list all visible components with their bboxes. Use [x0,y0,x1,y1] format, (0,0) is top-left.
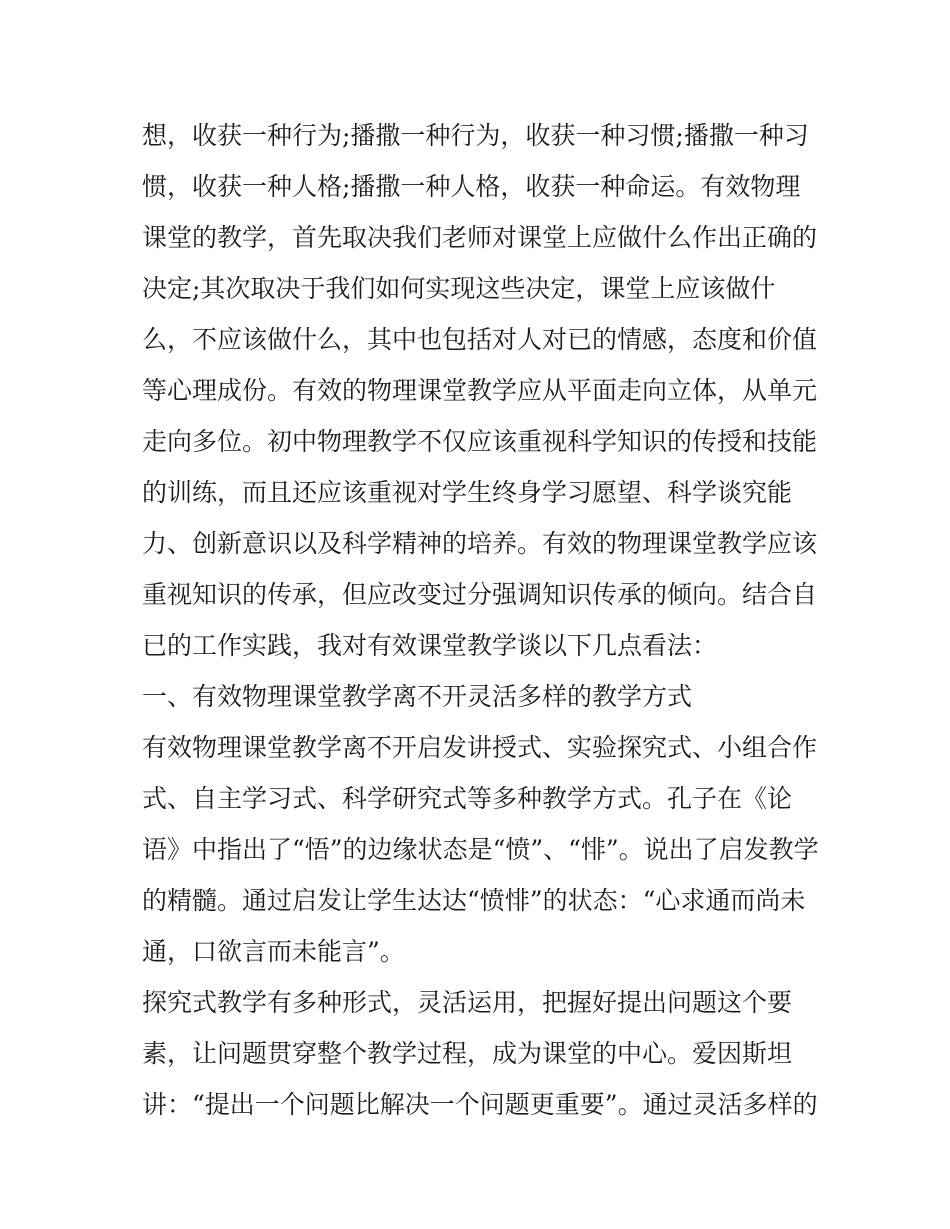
text-line: 讲：“提出一个问题比解决一个问题更重要”。通过灵活多样的 [142,1090,818,1119]
text-line: 式、自主学习式、科学研究式等多种教学方式。孔子在《论 [142,784,793,813]
text-line: 力、创新意识以及科学精神的培养。有效的物理课堂教学应该 [142,529,818,558]
text-line: 课堂的教学，首先取决我们老师对课堂上应做什么作出正确的 [142,223,818,252]
text-line: 的精髓。通过启发让学生达达“愤悱”的状态：“心求通而尚未 [142,886,806,915]
text-line: 语》中指出了“悟”的边缘状态是“愤”、“悱”。说出了启发教学 [142,835,819,864]
text-line: 决定;其次取决于我们如何实现这些决定，课堂上应该做什 [142,274,776,303]
body-text [142,110,822,1130]
text-line: 等心理成份。有效的物理课堂教学应从平面走向立体，从单元 [142,376,818,405]
text-line: 么，不应该做什么，其中也包括对人对已的情感，态度和价值 [142,325,818,354]
text-line: 已的工作实践，我对有效课堂教学谈以下几点看法： [142,631,718,660]
text-line: 探究式教学有多种形式，灵活运用，把握好提出问题这个要 [142,988,793,1017]
text-line: 有效物理课堂教学离不开启发讲授式、实验探究式、小组合作 [142,733,818,762]
text-line: 素，让问题贯穿整个教学过程，成为课堂的中心。爱因斯坦 [142,1039,793,1068]
text-line: 通，口欲言而未能言”。 [142,937,405,966]
text-line: 想，收获一种行为;播撒一种行为，收获一种习惯;播撒一种习 [142,121,809,150]
text-line: 惯，收获一种人格;播撒一种人格，收获一种命运。有效物理 [142,172,801,201]
text-line: 的训练，而且还应该重视对学生终身学习愿望、科学谈究能 [142,478,793,507]
section-heading: 一、有效物理课堂教学离不开灵活多样的教学方式 [142,682,693,711]
text-line: 重视知识的传承，但应改变过分强调知识传承的倾向。结合自 [142,580,818,609]
text-line: 走向多位。初中物理教学不仅应该重视科学知识的传授和技能 [142,427,818,456]
